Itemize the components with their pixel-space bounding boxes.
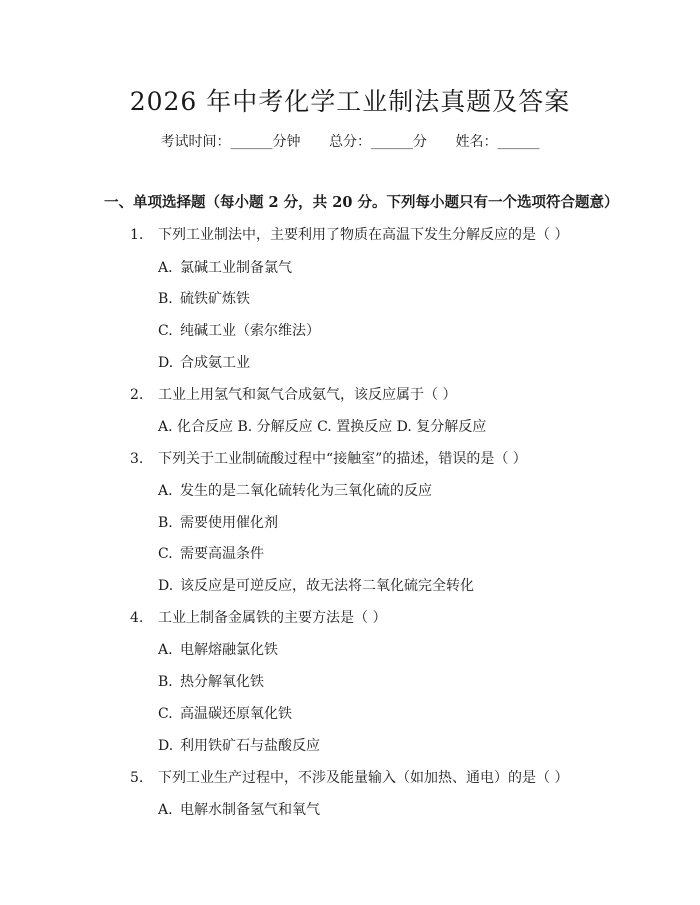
question-3-option-b (158, 512, 278, 532)
question-1-option-a (158, 257, 292, 277)
question-3-option-d (158, 575, 474, 595)
question-3-option-a (158, 480, 432, 500)
question-4-option-b (158, 671, 264, 691)
section-heading: 一、单项选择题（每小题 2 分，共 20 分。下列每小题只有一个选项符合题意） (104, 194, 619, 211)
question-4-option-a (158, 639, 278, 659)
option-letter: A. (158, 642, 173, 658)
option-letter: A. (158, 802, 173, 818)
page-title: 2026 年中考化学工业制法真题及答案 (129, 87, 571, 116)
exam-info-line (0, 131, 700, 151)
option-text: 电解水制备氢气和氧气 (180, 802, 320, 818)
question-text: 工业上用氢气和氮气合成氨气，该反应属于（ ） (158, 387, 457, 403)
option-letter: A. (158, 483, 173, 499)
question-1-option-c (158, 320, 320, 340)
question-4-option-d (158, 735, 320, 755)
option-text: 该反应是可逆反应，故无法将二氧化硫完全转化 (180, 578, 474, 594)
question-5-option-a (158, 799, 320, 819)
question-text: 工业上制备金属铁的主要方法是（ ） (158, 610, 387, 626)
question-number: 5. (130, 770, 144, 786)
question-1-option-b (158, 288, 250, 308)
total-score-field: 总分：______分 (329, 134, 427, 150)
question-text: 下列关于工业制硫酸过程中“接触室”的描述，错误的是（ ） (158, 451, 527, 467)
option-text: 需要高温条件 (180, 546, 264, 562)
option-text: 纯碱工业（索尔维法） (180, 323, 320, 339)
question-number: 1. (130, 227, 144, 243)
option-text: 高温碳还原氧化铁 (180, 706, 292, 722)
question-1 (130, 224, 568, 244)
question-text: 下列工业制法中，主要利用了物质在高温下发生分解反应的是（ ） (158, 227, 569, 243)
exam-time-field: 考试时间：______分钟 (160, 134, 301, 150)
option-letter: C. (158, 323, 173, 339)
question-5 (130, 767, 568, 787)
option-letter: B. (158, 674, 173, 690)
option-text: 氯碱工业制备氯气 (180, 260, 292, 276)
option-text: 合成氨工业 (180, 355, 250, 371)
option-letter: C. (158, 546, 173, 562)
option-text: 电解熔融氯化铁 (180, 642, 278, 658)
question-3-option-c (158, 543, 264, 563)
question-4-option-c (158, 703, 292, 723)
option-letter: C. (158, 706, 173, 722)
option-text: 需要使用催化剂 (180, 515, 278, 531)
question-number: 4. (130, 610, 144, 626)
question-2 (130, 384, 456, 404)
question-number: 3. (130, 451, 144, 467)
question-number: 2. (130, 387, 144, 403)
question-2-options-inline: A. 化合反应 B. 分解反应 C. 置换反应 D. 复分解反应 (158, 419, 487, 435)
option-letter: D. (158, 738, 174, 754)
question-text: 下列工业生产过程中，不涉及能量输入（如加热、通电）的是（ ） (158, 770, 569, 786)
question-1-option-d (158, 352, 250, 372)
option-text: 热分解氧化铁 (180, 674, 264, 690)
question-4 (130, 607, 386, 627)
option-letter: D. (158, 578, 174, 594)
option-text: 利用铁矿石与盐酸反应 (180, 738, 320, 754)
question-3 (130, 448, 527, 468)
option-letter: D. (158, 355, 174, 371)
option-letter: B. (158, 515, 173, 531)
option-letter: A. (158, 260, 173, 276)
student-name-field: 姓名：______ (455, 134, 540, 150)
option-letter: B. (158, 291, 173, 307)
option-text: 硫铁矿炼铁 (180, 291, 250, 307)
option-text: 发生的是二氧化硫转化为三氧化硫的反应 (180, 483, 432, 499)
